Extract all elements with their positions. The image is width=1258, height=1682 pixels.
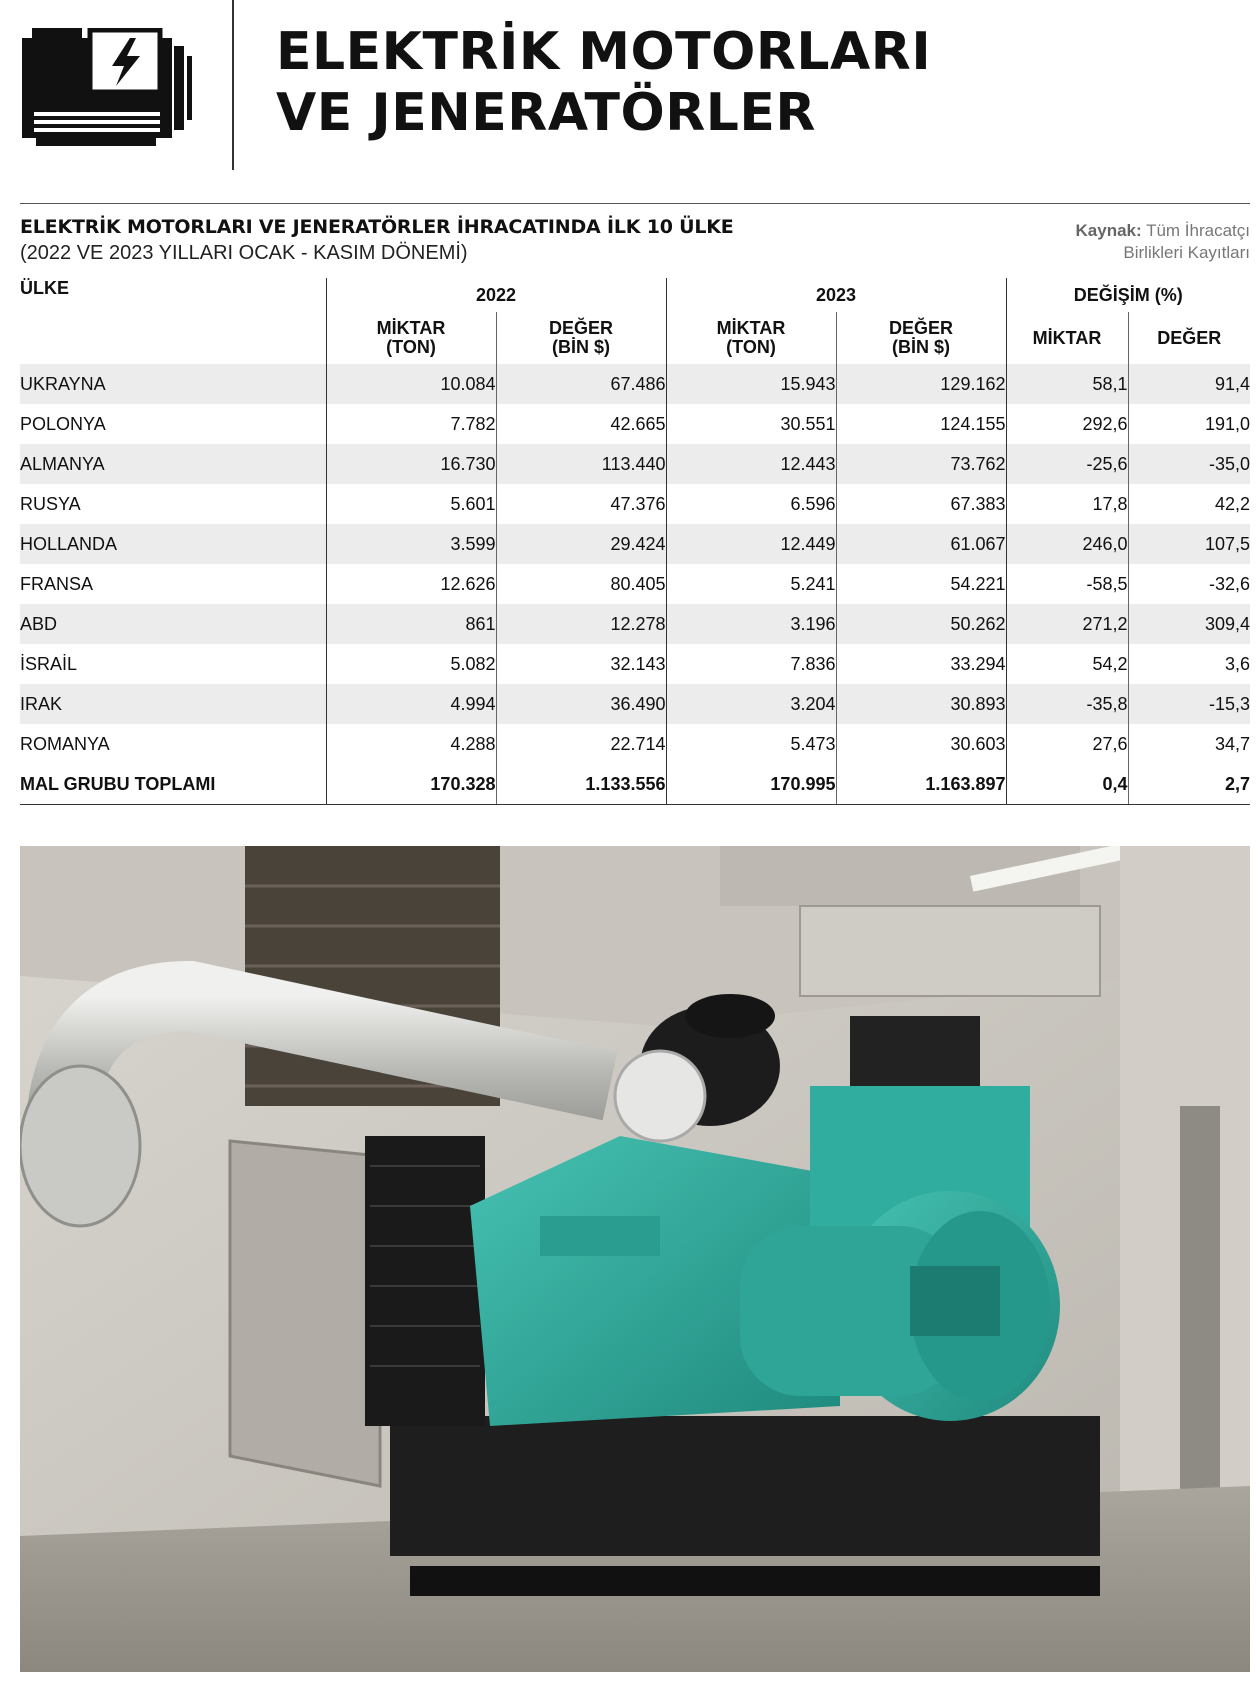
value-cell-v22: 1.133.556 — [496, 764, 666, 805]
title-line-1: ELEKTRİK MOTORLARI — [276, 22, 932, 82]
value-cell-cq: 0,4 — [1006, 764, 1128, 805]
value-cell-v22: 36.490 — [496, 684, 666, 724]
value-cell-q22: 10.084 — [326, 364, 496, 404]
table-row — [20, 604, 1250, 644]
page-title — [276, 22, 931, 144]
value-cell-q23: 5.473 — [666, 724, 836, 764]
value-cell-v23: 124.155 — [836, 404, 1006, 444]
value-cell-cv: 191,0 — [1128, 404, 1250, 444]
value-cell-q23: 3.196 — [666, 604, 836, 644]
value-cell-v23: 61.067 — [836, 524, 1006, 564]
value-cell-v22: 32.143 — [496, 644, 666, 684]
value-cell-q22: 5.082 — [326, 644, 496, 684]
country-cell: MAL GRUBU TOPLAMI — [20, 764, 326, 805]
value-cell-cv: -15,3 — [1128, 684, 1250, 724]
value-cell-cq: 271,2 — [1006, 604, 1128, 644]
header-country: ÜLKE — [20, 278, 69, 298]
generator-photo — [20, 846, 1250, 1672]
title-line-2: VE JENERATÖRLER — [276, 83, 816, 143]
value-cell-v23: 30.603 — [836, 724, 1006, 764]
table-title: ELEKTRİK MOTORLARI VE JENERATÖRLER İHRACATINDA İLK 10 ÜLKE — [20, 216, 734, 238]
country-cell: RUSYA — [20, 493, 81, 514]
table-row — [20, 684, 1250, 724]
value-cell-q23: 6.596 — [666, 484, 836, 524]
header-divider — [232, 0, 234, 170]
value-cell-v23: 50.262 — [836, 604, 1006, 644]
value-cell-q22: 16.730 — [326, 444, 496, 484]
value-cell-v23: 67.383 — [836, 484, 1006, 524]
value-cell-v22: 67.486 — [496, 364, 666, 404]
value-cell-v23: 1.163.897 — [836, 764, 1006, 805]
generator-icon — [22, 28, 192, 146]
export-table — [20, 278, 1250, 805]
table-row — [20, 524, 1250, 564]
value-cell-cq: 17,8 — [1006, 484, 1128, 524]
value-cell-cv: 3,6 — [1128, 644, 1250, 684]
value-cell-cv: 309,4 — [1128, 604, 1250, 644]
value-cell-cq: 246,0 — [1006, 524, 1128, 564]
source-line-2: Birlikleri Kayıtları — [1123, 243, 1250, 262]
value-cell-q22: 170.328 — [326, 764, 496, 805]
total-row — [20, 764, 1250, 805]
value-cell-cq: 27,6 — [1006, 724, 1128, 764]
value-cell-v22: 47.376 — [496, 484, 666, 524]
value-cell-cq: 54,2 — [1006, 644, 1128, 684]
source-line-1: Tüm İhracatçı — [1146, 221, 1250, 240]
country-cell: İSRAİL — [20, 653, 78, 674]
value-cell-q23: 12.449 — [666, 524, 836, 564]
country-cell: HOLLANDA — [20, 524, 326, 564]
value-cell-q22: 4.288 — [326, 724, 496, 764]
value-cell-cv: -32,6 — [1128, 564, 1250, 604]
value-cell-v23: 73.762 — [836, 444, 1006, 484]
value-cell-v23: 33.294 — [836, 644, 1006, 684]
value-cell-v22: 42.665 — [496, 404, 666, 444]
table-row — [20, 404, 1250, 444]
country-cell: ABD — [20, 604, 326, 644]
header-val-2023: DEĞER (BİN $) — [836, 312, 1006, 364]
value-cell-q22: 4.994 — [326, 684, 496, 724]
value-cell-q22: 3.599 — [326, 524, 496, 564]
value-cell-v23: 54.221 — [836, 564, 1006, 604]
header-change: DEĞİŞİM (%) — [1006, 278, 1250, 312]
value-cell-q23: 170.995 — [666, 764, 836, 805]
country-cell: FRANSA — [20, 573, 94, 594]
value-cell-v23: 30.893 — [836, 684, 1006, 724]
value-cell-q23: 12.443 — [666, 444, 836, 484]
value-cell-v22: 29.424 — [496, 524, 666, 564]
value-cell-cv: 42,2 — [1128, 484, 1250, 524]
value-cell-q22: 861 — [326, 604, 496, 644]
table-subtitle: (2022 VE 2023 YILLARI OCAK - KASIM DÖNEMİ) — [20, 242, 468, 264]
table-row — [20, 484, 1250, 524]
table-row — [20, 724, 1250, 764]
value-cell-cv: 2,7 — [1128, 764, 1250, 805]
value-cell-v22: 22.714 — [496, 724, 666, 764]
value-cell-cv: 107,5 — [1128, 524, 1250, 564]
top-rule — [20, 203, 1250, 204]
value-cell-cq: 58,1 — [1006, 364, 1128, 404]
value-cell-q23: 5.241 — [666, 564, 836, 604]
country-cell: ROMANYA — [20, 733, 110, 754]
source-label: Kaynak: — [1075, 221, 1142, 240]
country-cell: POLONYA — [20, 413, 106, 434]
value-cell-cq: -35,8 — [1006, 684, 1128, 724]
value-cell-cv: 91,4 — [1128, 364, 1250, 404]
table-row — [20, 444, 1250, 484]
value-cell-q23: 30.551 — [666, 404, 836, 444]
header-val-2022: DEĞER (BİN $) — [496, 312, 666, 364]
value-cell-cv: -35,0 — [1128, 444, 1250, 484]
header-change-qty: MİKTAR — [1006, 312, 1128, 364]
table-row — [20, 564, 1250, 604]
country-cell: ALMANYA — [20, 444, 326, 484]
value-cell-v22: 113.440 — [496, 444, 666, 484]
source-note — [1076, 220, 1250, 264]
value-cell-cq: -58,5 — [1006, 564, 1128, 604]
table-row — [20, 364, 1250, 404]
value-cell-q22: 12.626 — [326, 564, 496, 604]
header-year-2022: 2022 — [326, 278, 666, 312]
value-cell-q23: 7.836 — [666, 644, 836, 684]
country-cell: IRAK — [20, 684, 326, 724]
value-cell-cv: 34,7 — [1128, 724, 1250, 764]
value-cell-q23: 3.204 — [666, 684, 836, 724]
header-qty-2023: MİKTAR (TON) — [666, 312, 836, 364]
value-cell-v23: 129.162 — [836, 364, 1006, 404]
value-cell-q23: 15.943 — [666, 364, 836, 404]
header-year-2023: 2023 — [666, 278, 1006, 312]
value-cell-q22: 5.601 — [326, 484, 496, 524]
value-cell-q22: 7.782 — [326, 404, 496, 444]
header-qty-2022: MİKTAR (TON) — [326, 312, 496, 364]
value-cell-cq: 292,6 — [1006, 404, 1128, 444]
value-cell-v22: 80.405 — [496, 564, 666, 604]
value-cell-v22: 12.278 — [496, 604, 666, 644]
value-cell-cq: -25,6 — [1006, 444, 1128, 484]
country-cell: UKRAYNA — [20, 364, 326, 404]
table-row — [20, 644, 1250, 684]
header-change-val: DEĞER — [1128, 312, 1250, 364]
